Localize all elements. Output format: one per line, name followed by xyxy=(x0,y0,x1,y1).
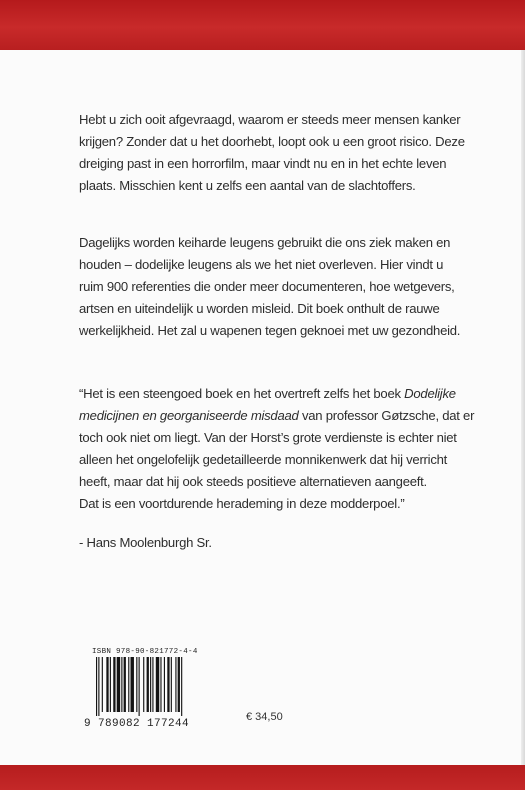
top-red-band xyxy=(0,0,525,50)
second-paragraph xyxy=(79,232,459,342)
quote-line xyxy=(79,405,475,427)
quote-line: heeft, maar dat hij ook steeds positieve alternatieven aangeeft. xyxy=(79,474,427,489)
quote-paragraph xyxy=(79,383,475,515)
barcode-bar xyxy=(143,657,144,712)
quote-line: alleen het ongelofelijk gedetailleerde monnikenwerk dat hij verricht xyxy=(79,452,448,467)
barcode-bar xyxy=(113,657,115,712)
barcode-bar xyxy=(167,657,169,712)
book-title-italic: medicijnen en georganiseerde misdaad xyxy=(79,408,299,423)
barcode-bar xyxy=(164,657,165,712)
text-line: artsen en uiteindelijk u worden misleid. Dit boek onthult de rauwe xyxy=(79,301,440,316)
bottom-red-band xyxy=(0,765,525,790)
barcode-bar xyxy=(131,657,134,712)
quote-line: Dat is een voortdurende herademing in deze modderpoel.” xyxy=(79,496,405,511)
barcode-bar xyxy=(147,657,149,712)
text-line: Hebt u zich ooit afgevraagd, waarom er steeds meer mensen kanker xyxy=(79,112,461,127)
barcode-bar xyxy=(106,657,108,712)
barcode-icon xyxy=(96,657,210,716)
barcode-bar xyxy=(150,657,151,712)
barcode-bar xyxy=(96,657,97,716)
barcode-bar xyxy=(181,657,182,716)
quote-attribution: - Hans Moolenburgh Sr. xyxy=(79,535,212,550)
price-label: € 34,50 xyxy=(246,711,283,723)
text-line: krijgen? Zonder dat u het doorhebt, loopt ook u een groot risico. Deze xyxy=(79,134,465,149)
quote-text: “Het is een steengoed boek en het overtreft zelfs het boek xyxy=(79,386,405,401)
barcode-digits: 9 789082 177244 xyxy=(84,718,190,730)
intro-paragraph xyxy=(79,109,465,197)
text-line: dreiging past in een horrorfilm, maar vindt nu en in het echte leven xyxy=(79,156,447,171)
barcode-bar xyxy=(117,657,120,712)
text-line: ruim 900 referenties die onder meer documenteren, hoe wetgevers, xyxy=(79,279,455,294)
text-line: plaats. Misschien kent u zelfs een aantal van de slachtoffers. xyxy=(79,178,416,193)
barcode-bar xyxy=(110,657,111,712)
cover-edge xyxy=(521,50,525,765)
barcode-bar xyxy=(171,657,172,712)
barcode-bar xyxy=(152,657,153,712)
barcode-bar xyxy=(178,657,180,712)
quote-line xyxy=(79,383,459,405)
quote-line: toch ook niet om liegt. Van der Horst’s grote verdienste is echter niet xyxy=(79,430,457,445)
book-title-italic: Dodelijke xyxy=(404,386,456,401)
barcode-bar xyxy=(102,657,103,712)
quote-text: van professor Gøtzsche, dat er xyxy=(298,408,475,423)
barcode-bar xyxy=(98,657,99,716)
barcode-bar xyxy=(136,657,137,712)
text-line: Dagelijks worden keiharde leugens gebruikt die ons ziek maken en xyxy=(79,235,451,250)
barcode-bar xyxy=(124,657,126,712)
barcode-bar xyxy=(160,657,161,712)
barcode-bar xyxy=(139,657,140,716)
barcode-bar xyxy=(156,657,159,712)
barcode-bar xyxy=(175,657,176,712)
text-line: houden – dodelijke leugens als we het niet overleven. Hier vindt u xyxy=(79,257,444,272)
text-line: werkelijkheid. Het zal u wapenen tegen geknoei met uw gezondheid. xyxy=(79,323,461,338)
barcode-bar xyxy=(121,657,122,712)
barcode-bar xyxy=(128,657,129,712)
isbn-label: ISBN 978-90-821772-4-4 xyxy=(92,648,198,656)
